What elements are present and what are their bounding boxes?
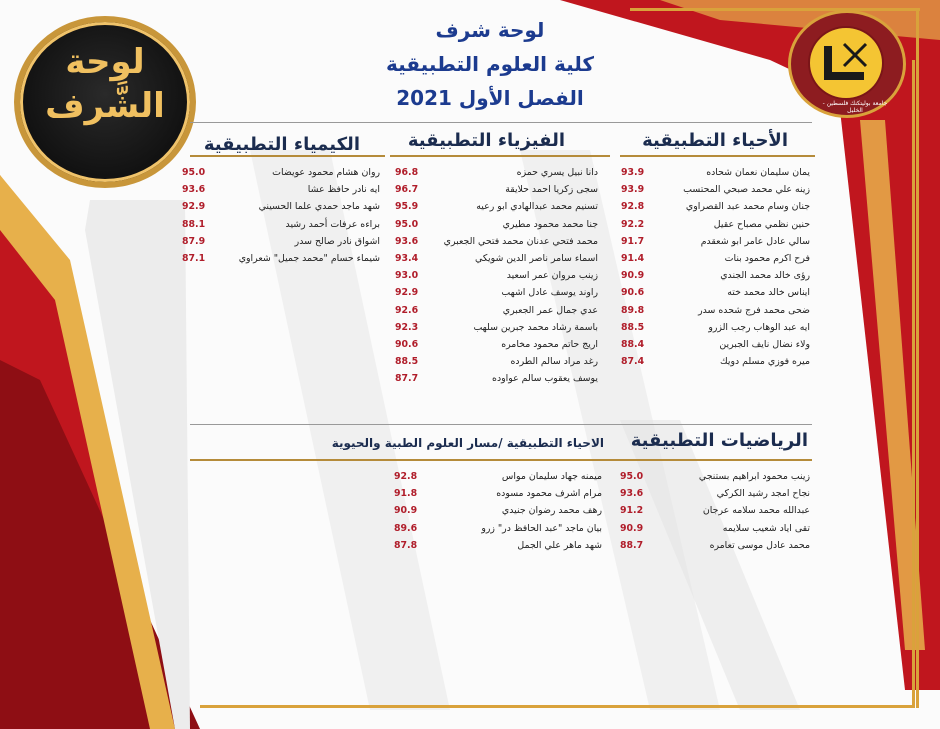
student-name: حنين نظمي مصباح عقيل [713, 218, 810, 230]
semester-title: الفصل الأول 2021 [396, 86, 584, 110]
student-score: 89.8 [621, 304, 645, 316]
student-score: 93.9 [621, 167, 645, 178]
student-name: جنان وسام محمد عبد القصراوي [685, 201, 810, 213]
student-score: 93.6 [182, 184, 206, 196]
student-score: 90.6 [621, 287, 645, 299]
list-item [615, 287, 810, 304]
section-underline-physics [390, 155, 610, 157]
student-score: 87.7 [395, 373, 419, 385]
student-name: بيان ماجد "عبد الحافظ در" زرو [481, 522, 602, 534]
list-item [392, 523, 602, 540]
student-name: شهد ماهر علي الجمل [517, 539, 602, 551]
student-score: 87.9 [182, 235, 206, 247]
student-score: 91.4 [621, 252, 645, 264]
list-item [615, 201, 810, 218]
student-name: فرح اكرم محمود بنات [724, 252, 810, 264]
section-title-physics: الفيزياء التطبيقية [407, 130, 565, 151]
list-item [393, 305, 598, 322]
student-name: رؤى خالد محمد الجندي [720, 270, 810, 282]
list-item [618, 540, 810, 557]
student-score: 93.6 [395, 235, 419, 247]
student-score: 92.9 [395, 287, 419, 299]
student-name: زينب مروان عمر اسعيد [506, 270, 598, 282]
list-item [615, 305, 810, 322]
list-item [393, 356, 598, 373]
college-name: كلية العلوم التطبيقية [385, 52, 595, 76]
list-item [392, 540, 602, 557]
list-item [180, 167, 380, 184]
student-name: اشواق نادر صالح سدر [294, 235, 380, 247]
student-score: 89.6 [394, 522, 418, 534]
student-name: تقى اياد شعيب سلايمه [722, 522, 810, 534]
student-name: محمد عادل موسى تعامره [709, 539, 810, 551]
student-score: 95.0 [182, 167, 206, 178]
student-score: 93.9 [621, 184, 645, 196]
student-name: روان هشام محمود عويضات [272, 167, 380, 178]
student-score: 93.4 [395, 252, 419, 264]
list-biology [615, 167, 810, 373]
student-score: 92.2 [621, 218, 645, 230]
list-physics [393, 167, 598, 390]
student-name: اسماء سامر ناصر الدين شويكي [475, 252, 598, 264]
student-name: يوسف يعقوب سالم عواوده [492, 373, 598, 385]
list-item [615, 184, 810, 201]
student-score: 96.7 [395, 184, 419, 196]
student-name: شيماء حسام "محمد جميل" شعراوي [238, 252, 380, 264]
list-math [618, 471, 810, 557]
logo-caption: جامعة بوليتكنك فلسطين - الخليل [822, 100, 888, 114]
list-item [180, 219, 380, 236]
student-name: تسنيم محمد عبدالهادي ابو رعيه [476, 201, 598, 213]
list-item [393, 339, 598, 356]
section-title-biomed: الاحياء التطبيقية /مسار العلوم الطبية والحيوية [331, 436, 604, 450]
student-name: ايه عبد الوهاب رجب الزرو [708, 321, 810, 333]
list-item [618, 488, 810, 505]
student-score: 90.9 [394, 505, 418, 517]
list-item [180, 253, 380, 270]
student-score: 92.9 [182, 201, 206, 213]
student-name: نجاح امجد رشيد الكركي [716, 488, 810, 500]
student-name: باسمة رشاد محمد جبرين سلهب [473, 321, 598, 333]
list-chemistry [180, 167, 380, 270]
student-name: ولاء نضال نايف الجبرين [719, 338, 810, 350]
student-score: 87.8 [394, 539, 418, 551]
list-item [393, 287, 598, 304]
list-item [180, 201, 380, 218]
page-title: لوحة شرف [435, 18, 545, 42]
student-name: جنا محمد محمود مطيري [502, 218, 598, 230]
student-score: 87.4 [621, 356, 645, 368]
list-item [615, 339, 810, 356]
list-item [615, 322, 810, 339]
student-name: شهد ماجد حمدي علما الحسيني [258, 201, 380, 213]
student-name: سالي عادل عامر ابو شعقدم [700, 235, 810, 247]
student-score: 91.7 [621, 235, 645, 247]
frame-line-right [916, 8, 919, 708]
list-item [393, 219, 598, 236]
list-item [392, 488, 602, 505]
list-item [615, 219, 810, 236]
student-score: 92.3 [395, 321, 419, 333]
list-item [615, 356, 810, 373]
list-item [393, 167, 598, 184]
section-underline-chemistry [190, 155, 385, 157]
student-score: 88.5 [621, 321, 645, 333]
section-title-biology: الأحياء التطبيقية [642, 130, 788, 151]
section-underline-bottom [190, 459, 812, 461]
list-item [615, 253, 810, 270]
list-item [393, 373, 598, 390]
student-name: مرام اشرف محمود مسوده [496, 488, 602, 500]
student-name: ميمنه جهاد سليمان مواس [501, 471, 602, 482]
student-score: 90.9 [621, 270, 645, 282]
list-item [393, 322, 598, 339]
list-item [393, 253, 598, 270]
student-name: رهف محمد رضوان جنيدي [501, 505, 602, 517]
student-name: رغد مراد سالم الطرده [510, 356, 598, 368]
student-score: 88.5 [395, 356, 419, 368]
student-score: 93.0 [395, 270, 419, 282]
frame-line-top [630, 8, 920, 11]
list-item [618, 471, 810, 488]
student-score: 87.1 [182, 252, 206, 264]
section-title-math: الرياضيات التطبيقية [630, 430, 808, 451]
student-name: راوند يوسف عادل اشهب [501, 287, 598, 299]
list-item [618, 523, 810, 540]
student-score: 90.6 [395, 338, 419, 350]
section-title-chemistry: الكيمياء التطبيقية [203, 134, 360, 155]
list-item [618, 505, 810, 522]
list-item [615, 236, 810, 253]
list-item [393, 201, 598, 218]
student-name: سجى زكريا احمد حلايقة [505, 184, 598, 196]
student-score: 92.8 [394, 471, 418, 482]
list-item [615, 167, 810, 184]
university-logo-emblem [808, 26, 884, 100]
student-name: براءه عرفات أحمد رشيد [285, 218, 380, 230]
list-item [180, 184, 380, 201]
student-name: اريج حاتم محمود مخامره [501, 338, 598, 350]
student-name: دانا نبيل يسري حمزه [516, 167, 598, 178]
section-divider-middle [190, 424, 812, 425]
student-name: يمان سليمان نعمان شحاده [706, 167, 810, 178]
section-underline-biology [620, 155, 815, 157]
list-item [392, 505, 602, 522]
logo-emblem-icon [810, 28, 882, 98]
student-score: 96.8 [395, 167, 419, 178]
list-item [393, 184, 598, 201]
list-item [615, 270, 810, 287]
student-score: 92.6 [395, 304, 419, 316]
student-score: 90.9 [620, 522, 644, 534]
section-divider-top [190, 122, 812, 123]
student-score: 91.2 [620, 505, 644, 517]
student-name: عبدالله محمد سلامه عرجان [702, 505, 810, 517]
student-name: ايه نادر حافظ عشا [307, 184, 380, 196]
list-biomed [392, 471, 602, 557]
student-score: 91.8 [394, 488, 418, 500]
student-score: 88.1 [182, 218, 206, 230]
honor-badge-text: لوحة الشَّرف [45, 42, 165, 126]
student-name: محمد فتحي عدنان محمد فتحي الجعبري [443, 235, 598, 247]
student-name: ايناس خالد محمد خته [727, 287, 810, 299]
list-item [392, 471, 602, 488]
student-score: 95.9 [395, 201, 419, 213]
student-score: 93.6 [620, 488, 644, 500]
student-score: 88.4 [621, 338, 645, 350]
student-name: زينه علي محمد صبحي المحتسب [683, 184, 810, 196]
student-name: ضحى محمد فرج شحده سدر [698, 304, 810, 316]
student-score: 88.7 [620, 539, 644, 551]
student-name: عدي جمال عمر الجعبري [502, 304, 598, 316]
list-item [393, 236, 598, 253]
student-name: ميره فوزي مسلم دويك [719, 356, 810, 368]
student-score: 92.8 [621, 201, 645, 213]
list-item [180, 236, 380, 253]
student-name: زينب محمود ابراهيم بستنجي [698, 471, 810, 482]
student-score: 95.0 [395, 218, 419, 230]
student-score: 95.0 [620, 471, 644, 482]
list-item [393, 270, 598, 287]
